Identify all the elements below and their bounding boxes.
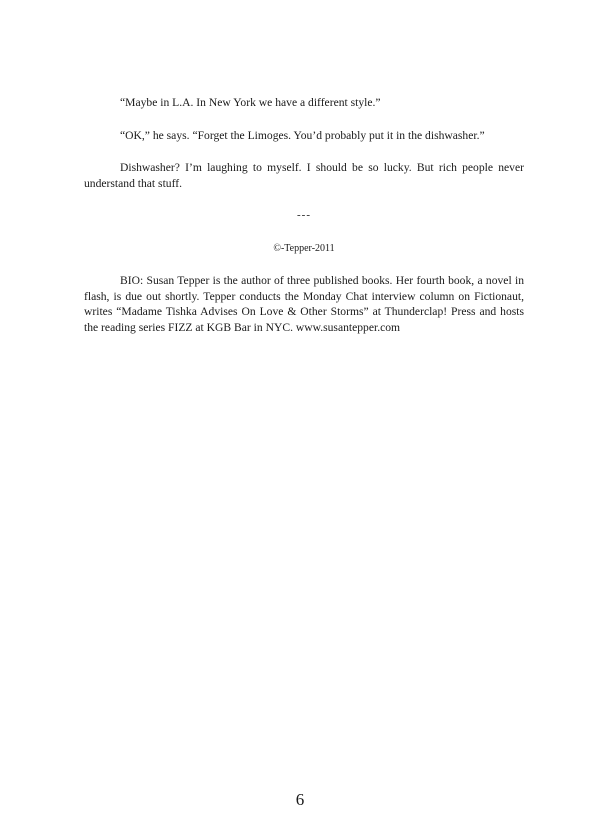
section-separator: --- <box>297 209 311 221</box>
paragraph-2: “OK,” he says. “Forget the Limoges. You’d probably put it in the dishwasher.” <box>120 128 485 142</box>
paragraph-3: Dishwasher? I’m laughing to myself. I should be so lucky. But rich people never understand that stuff. <box>84 161 524 190</box>
paragraph-1: “Maybe in L.A. In New York we have a different style.” <box>120 96 381 109</box>
copyright-notice: ©-Tepper-2011 <box>273 242 335 254</box>
page-number: 6 <box>295 790 305 809</box>
author-bio: BIO: Susan Tepper is the author of three published books. Her fourth book, a novel in flash, is due out shortly. Tepper conducts the Monday Chat interview column on Fictionaut, writes “Madame Tishka Advises On Love & Other Storms” at Thunderclap! Press and hosts the reading series FIZZ at KGB Bar in NYC. www.susantepper.com <box>84 274 524 334</box>
page-content <box>84 95 524 352</box>
